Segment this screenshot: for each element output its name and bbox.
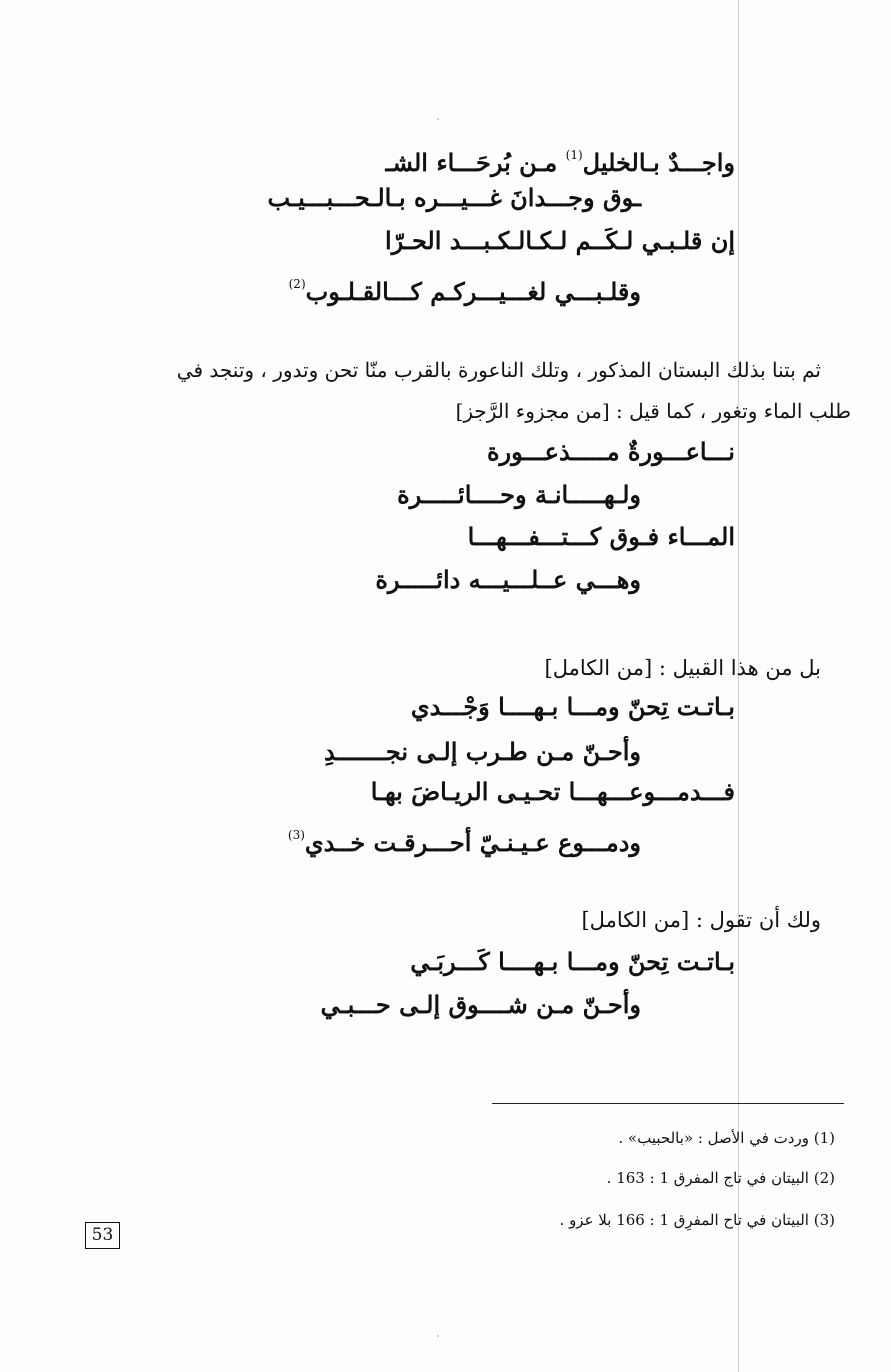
poem3-line3: فـــدمـــوعـــهـــا تحـيـى الريـاضَ بهـا [370,777,735,806]
poem1-line1 [386,140,735,178]
section-heading-2: بل من هذا القبيل : [من الكامل] [544,656,821,680]
poem2-line1: نـــاعـــورةٌ مـــــذعـــورة [486,437,735,466]
poem1-line4-text: وقلـبـــي لغـــيـــركـم كـــالقـلـوب [305,277,641,306]
poem3-line1: بـاتـت تِحنّ ومـــا بـهــــا وَجْـــدي [410,692,735,721]
poem2-line3: المـــاء فـوق كـــتـــفـــهـــا [467,522,735,551]
scan-speck [437,1335,439,1337]
poem1-line3: إن قلـبـي لـكَــم لـكـالـكـبـــد الحـرّا [385,226,735,255]
footnote-1: (1) وردت في الأصل : «بالحبيب» . [618,1129,835,1147]
poem3-line4-text: ودمـــوع عـيـنـيّ أحـــرقـت خــدي [304,828,641,857]
poem1-line4 [289,269,641,307]
poem4-line1: بـاتـت تِحنّ ومـــا بـهــــا كَـــربَـي [410,947,735,976]
prose-line-1: ثم بتنا بذلك البستان المذكور ، وتلك الناعورة بالقرب منّا تحن وتدور ، وتنجد في [176,358,821,382]
poem3-line2: وأحـنّ مـن طـرب إلـى نجـــــــدِ [324,737,641,766]
footnote-2: (2) البيتان في تاج المفرق 1 : 163 . [606,1169,835,1187]
poem3-line4 [288,820,641,858]
footnote-ref-2: (2) [288,277,306,291]
section-heading-3: ولك أن تقول : [من الكامل] [581,908,821,932]
poem1-line1-start: واجـــدٌ بـالخليل [582,148,735,177]
page-number: 53 [85,1222,120,1249]
poem1-line1-end: مـن بُرحَـــاء الشـ [385,148,558,177]
poem1-line2: ـوق وجـــدانَ غـــيـــره بـالـحـــبـــيـب [267,183,641,212]
prose-line-2: طلب الماء وتغور ، كما قيل : [من مجزوء الرَّجز] [455,399,851,423]
footnote-separator [492,1103,844,1104]
poem2-line2: ولـهـــــانـة وحــــائـــــرة [397,480,641,509]
footnote-ref-1: (1) [565,148,583,162]
poem4-line2: وأحـنّ مـن شــــوق إلـى حـــبـي [320,990,641,1019]
poem2-line4: وهـــي عــلـــيـــه دائـــــرة [375,565,641,594]
footnote-ref-3: (3) [287,828,305,842]
footnote-3: (3) البيتان في تاح المفرِق 1 : 166 بلا عزو . [559,1211,835,1229]
scan-speck [437,118,439,120]
